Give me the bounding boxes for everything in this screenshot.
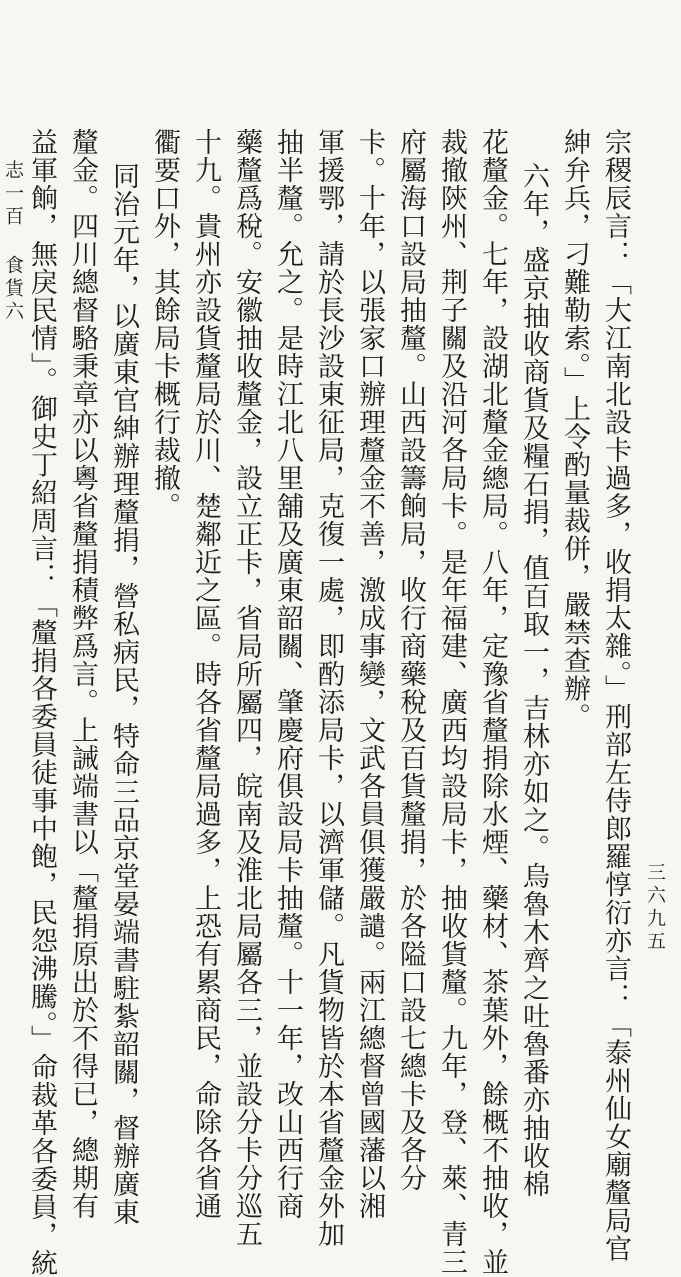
text-column [516, 0, 550, 1198]
column-text: 藥釐爲稅。安徽抽收釐金，設立正卡，省局所屬四，皖南及淮北局屬各三，並設分卡分巡五 [231, 128, 262, 1248]
text-column [147, 0, 181, 1000]
column-text: 十九。貴州亦設貨釐局於川、楚鄰近之區。時各省釐局過多，上恐有累商民，命除各省通 [190, 128, 221, 1220]
text-column [434, 0, 468, 1276]
text-column [188, 0, 222, 1220]
text-column [557, 0, 591, 1000]
column-text: 釐金。四川總督駱秉章亦以粵省釐捐積弊爲言。上誡端書以「釐捐原出於不得已，總期有 [67, 128, 98, 1220]
text-column [352, 0, 386, 1220]
column-text: 衢要口外，其餘局卡概行裁撤。 [149, 128, 180, 520]
column-text: 紳弁兵，刁難勒索。」上令酌量裁併，嚴禁查辦。 [559, 128, 590, 731]
column-text: 宗稷辰言：「大江南北設卡過多，收捐太雜。」刑部左侍郎羅惇衍亦言：「泰州仙女廟釐局官 [600, 128, 631, 1263]
text-column [229, 0, 263, 1248]
text-column [106, 0, 140, 1226]
page-number: 三六九五 [644, 862, 666, 954]
text-column [311, 0, 345, 1248]
text-column [393, 0, 427, 1192]
column-text: 抽半釐。允之。是時江北八里舖及廣東韶關、肇慶府俱設局卡抽釐。十一年，改山西行商 [272, 128, 303, 1220]
column-text: 同治元年，以廣東官紳辦理釐捐，營私病民，特命三品京堂晏端書駐紮韶關，督辦廣東 [108, 162, 139, 1226]
running-head-section: 食貨六 [2, 255, 24, 324]
text-column [598, 0, 632, 1263]
column-text: 府屬海口設局抽釐。山西設籌餉局，收行商藥稅及百貨釐捐，於各隘口設七總卡及各分 [395, 128, 426, 1192]
column-text: 六年，盛京抽收商貨及糧石捐，值百取一，吉林亦如之。烏魯木齊之吐魯番亦抽收棉 [518, 162, 549, 1198]
running-head-volume: 志一百 [2, 160, 24, 229]
text-column [475, 0, 509, 1276]
text-column [24, 0, 58, 1277]
column-text: 花釐金。七年，設湖北釐金總局。八年，定豫省釐捐除水煙、藥材、茶葉外，餘概不抽收，並 [477, 128, 508, 1276]
text-column [270, 0, 304, 1220]
text-column [65, 0, 99, 1220]
column-text: 軍援鄂，請於長沙設東征局，克復一處，即酌添局卡，以濟軍儲。凡貨物皆於本省釐金外加 [313, 128, 344, 1248]
column-text: 卡。十年，以張家口辦理釐金不善，激成事變，文武各員俱獲嚴譴。兩江總督曾國藩以湘 [354, 128, 385, 1220]
column-text: 裁撤陝州、荆子關及沿河各局卡。是年福建、廣西均設局卡，抽收貨釐。九年，登、萊、青三 [436, 128, 467, 1276]
page-number-column [640, 0, 670, 1000]
column-text: 益軍餉，無戾民情」。御史丁紹周言：「釐捐各委員徒事中飽，民怨沸騰。」命裁革各委員，統 [26, 128, 57, 1277]
running-head-column [0, 0, 28, 1000]
